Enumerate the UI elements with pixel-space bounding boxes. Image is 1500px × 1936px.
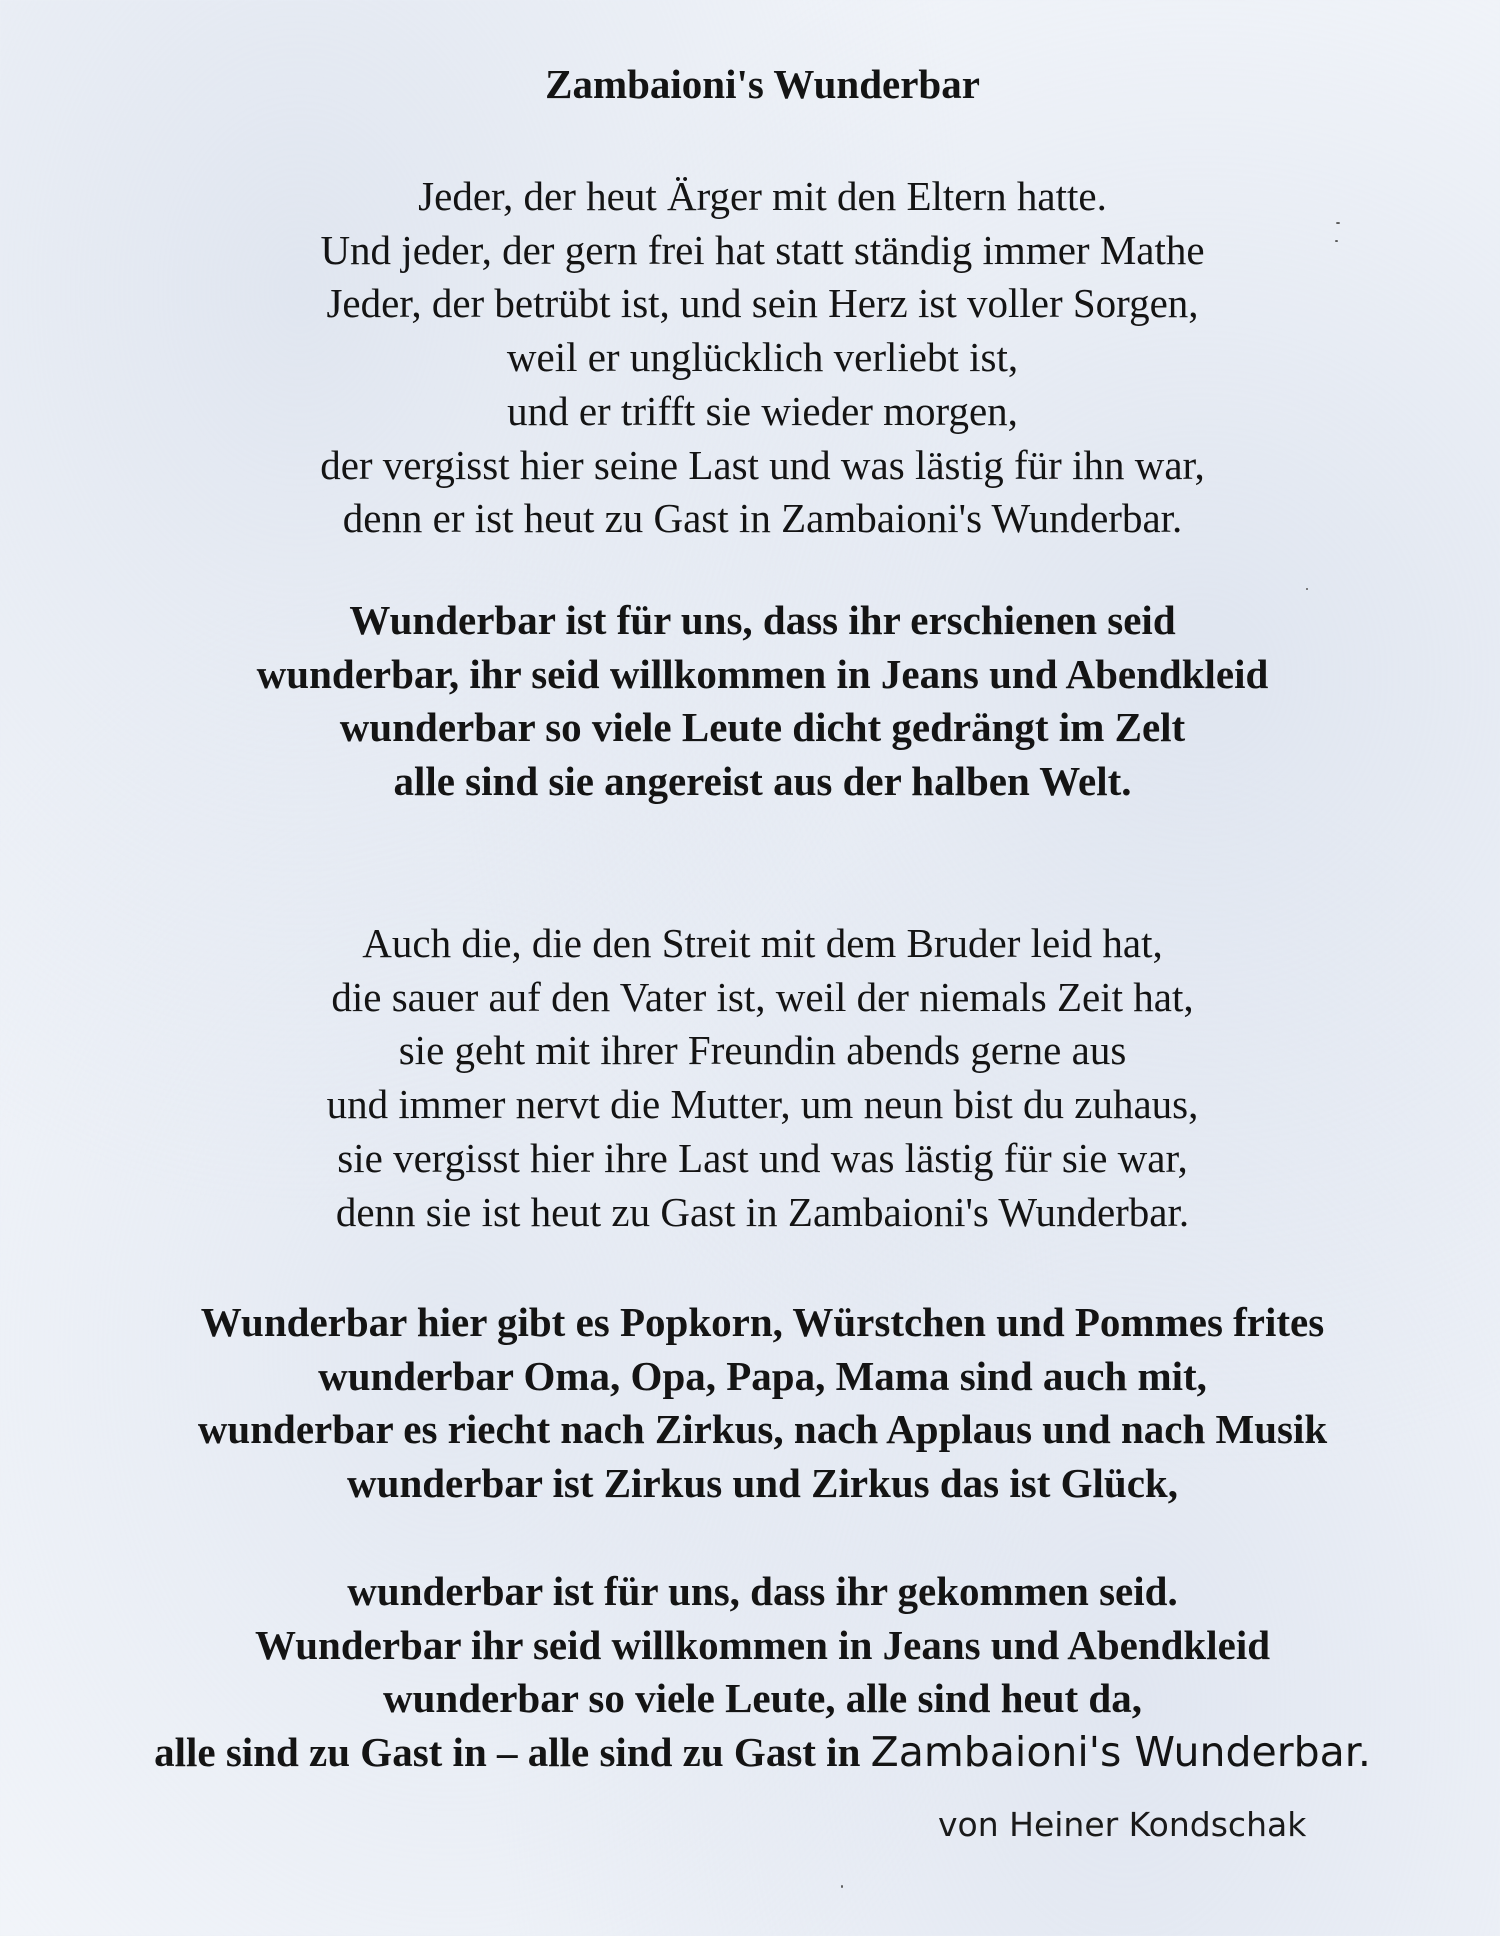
chorus-line: wunderbar ist Zirkus und Zirkus das ist Glück, — [347, 1460, 1178, 1507]
chorus-line: wunderbar, ihr seid willkommen in Jeans und Abendkleid — [256, 650, 1269, 697]
verse-line: die sauer auf den Vater ist, weil der niemals Zeit hat, — [331, 973, 1194, 1020]
verse-line: Und jeder, der gern frei hat statt ständig immer Mathe — [320, 226, 1205, 273]
chorus-line: Wunderbar ist für uns, dass ihr erschienen seid — [349, 597, 1176, 643]
paper-speck — [1336, 222, 1340, 224]
song-title: Zambaioni's Wunderbar — [545, 61, 980, 107]
chorus-line: Wunderbar ihr seid willkommen in Jeans und Abendkleid — [254, 1621, 1271, 1668]
chorus-line: alle sind sie angereist aus der halben Welt. — [393, 758, 1132, 805]
chorus-line: wunderbar Oma, Opa, Papa, Mama sind auch mit, — [318, 1352, 1207, 1399]
chorus-line: Wunderbar hier gibt es Popkorn, Würstchen und Pommes frites — [200, 1299, 1325, 1345]
verse-line: denn sie ist heut zu Gast in Zambaioni's Wunderbar. — [335, 1188, 1190, 1235]
verse-line: sie geht mit ihrer Freundin abends gerne aus — [398, 1027, 1127, 1074]
verse-line: weil er unglücklich verliebt ist, — [506, 334, 1019, 381]
paper-speck — [1335, 240, 1338, 242]
verse-line: Jeder, der heut Ärger mit den Eltern hatte. — [418, 173, 1107, 219]
verse-1 — [0, 170, 1500, 546]
verse-2 — [0, 917, 1500, 1239]
paper-speck — [841, 1885, 843, 1888]
verse-line: der vergisst hier seine Last und was lästig für ihn war, — [320, 441, 1205, 488]
paper-speck — [1306, 588, 1308, 590]
chorus-1 — [0, 594, 1500, 809]
chorus-3 — [0, 1565, 1500, 1780]
author-credit: von Heiner Kondschak — [938, 1805, 1307, 1844]
chorus-line: wunderbar ist für uns, dass ihr gekommen seid. — [347, 1568, 1178, 1614]
chorus-2 — [0, 1296, 1500, 1511]
verse-line: denn er ist heut zu Gast in Zambaioni's Wunderbar. — [342, 495, 1183, 542]
verse-line: Jeder, der betrübt ist, und sein Herz ist voller Sorgen, — [326, 280, 1199, 327]
final-line-serif-part: alle sind zu Gast in – alle sind zu Gast in — [154, 1729, 871, 1776]
final-line-sans-part: Zambaioni's Wunderbar. — [870, 1728, 1371, 1777]
verse-line: und er trifft sie wieder morgen, — [507, 387, 1018, 434]
final-chorus-line — [0, 1726, 1500, 1780]
chorus-line: wunderbar so viele Leute dicht gedrängt im Zelt — [339, 704, 1186, 751]
verse-line: Auch die, die den Streit mit dem Bruder leid hat, — [362, 920, 1163, 966]
verse-line: und immer nervt die Mutter, um neun bist du zuhaus, — [326, 1081, 1199, 1128]
verse-line: sie vergisst hier ihre Last und was lästig für sie war, — [337, 1134, 1188, 1181]
chorus-line: wunderbar es riecht nach Zirkus, nach Applaus und nach Musik — [197, 1406, 1328, 1453]
chorus-line: wunderbar so viele Leute, alle sind heut da, — [383, 1675, 1142, 1722]
